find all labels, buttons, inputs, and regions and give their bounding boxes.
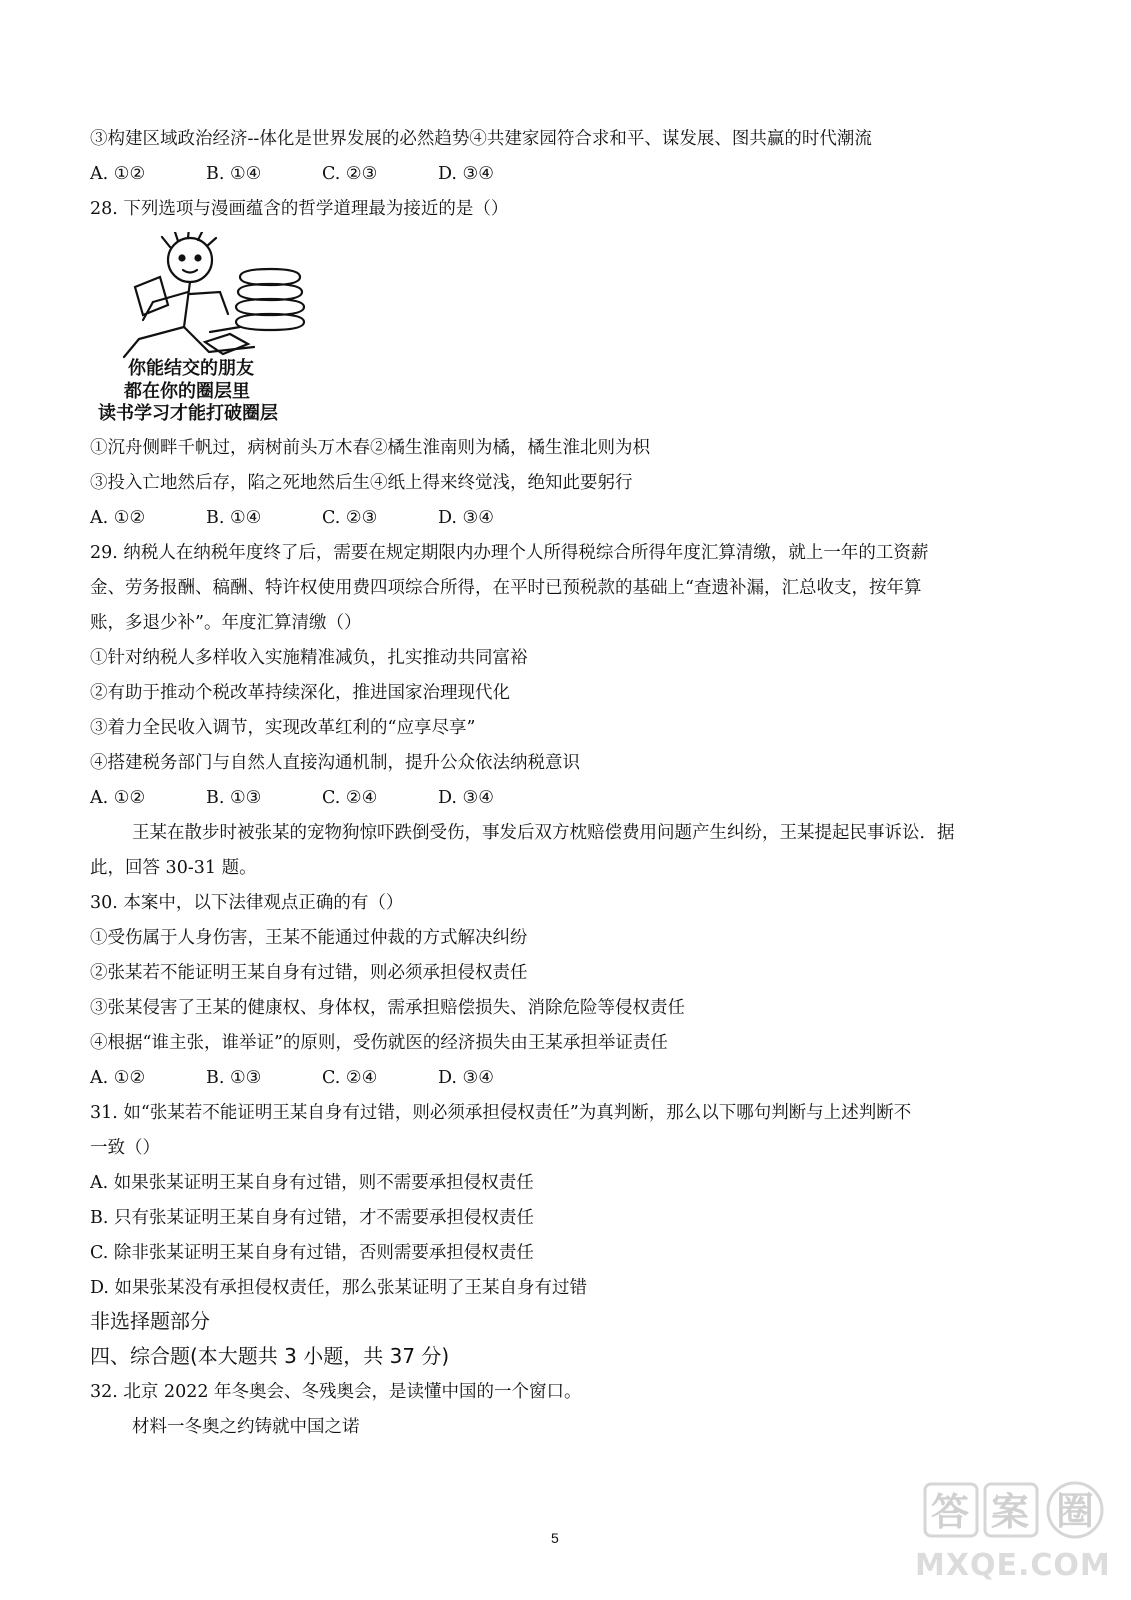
q28-statements-12: ①沉舟侧畔千帆过，病树前头万木春②橘生淮南则为橘，橘生淮北则为枳 (90, 438, 650, 458)
q28-statements-34: ③投入亡地然后存，陷之死地然后生④纸上得来终觉浅，绝知此要躬行 (90, 473, 633, 493)
question-31-line-1: 31. 如“张某若不能证明王某自身有过错，则必须承担侵权责任”为真判断，那么以下哪句判断与上述判断不 (90, 1103, 912, 1123)
material-one-title: 材料一冬奥之约铸就中国之诺 (132, 1417, 360, 1437)
question-28: 28. 下列选项与漫画蕴含的哲学道理最为接近的是（） (90, 199, 509, 219)
q29-options (90, 787, 554, 809)
cartoon-caption-1: 你能结交的朋友 (128, 358, 254, 379)
material-line-1: 王某在散步时被张某的宠物狗惊吓跌倒受伤，事发后双方枕赔偿费用问题产生纠纷，王某提起民事诉讼．据 (132, 823, 955, 843)
option-d: D. ③④ (438, 508, 494, 528)
option-c: C. ②④ (322, 1068, 378, 1088)
q29-statement-4: ④搭建税务部门与自然人直接沟通机制，提升公众依法纳税意识 (90, 753, 580, 773)
option-a: A. ①② (90, 508, 146, 528)
q31-option-b: B. 只有张某证明王某自身有过错，才不需要承担侵权责任 (90, 1208, 534, 1228)
watermark-char-3: 圈 (1056, 1489, 1095, 1533)
option-b: B. ①④ (206, 164, 262, 184)
question-29-line-3: 账，多退少补”。年度汇算清缴（） (90, 613, 362, 633)
page-number: 5 (551, 1530, 559, 1546)
option-a: A. ①② (90, 788, 146, 808)
section-heading-comprehensive: 四、综合题(本大题共 3 小题，共 37 分) (90, 1344, 450, 1368)
option-c: C. ②③ (322, 508, 378, 528)
q29-statement-3: ③着力全民收入调节，实现改革红利的“应享尽享” (90, 718, 476, 738)
option-a: A. ①② (90, 1068, 146, 1088)
option-d: D. ③④ (438, 1068, 494, 1088)
q29-statement-1: ①针对纳税人多样收入实施精准减负，扎实推动共同富裕 (90, 648, 528, 668)
option-c: C. ②③ (322, 164, 378, 184)
question-30: 30. 本案中，以下法律观点正确的有（） (90, 893, 404, 913)
option-b: B. ①③ (206, 1068, 262, 1088)
q31-option-d: D. 如果张某没有承担侵权责任，那么张某证明了王某自身有过错 (90, 1278, 588, 1298)
option-a: A. ①② (90, 164, 146, 184)
option-d: D. ③④ (438, 164, 494, 184)
option-d: D. ③④ (438, 788, 494, 808)
watermark-char-2: 案 (991, 1490, 1030, 1534)
cartoon-caption-3: 读书学习才能打破圈层 (98, 403, 278, 424)
q30-options (90, 1067, 554, 1089)
question-32: 32. 北京 2022 年冬奥会、冬残奥会，是读懂中国的一个窗口。 (90, 1382, 582, 1402)
material-line-2: 此，回答 30-31 题。 (90, 858, 257, 878)
q31-option-c: C. 除非张某证明王某自身有过错，否则需要承担侵权责任 (90, 1243, 534, 1263)
question-29-line-1: 29. 纳税人在纳税年度终了后，需要在规定期限内办理个人所得税综合所得年度汇算清缴，就上一年的工资薪 (90, 543, 929, 563)
q31-option-a: A. 如果张某证明王某自身有过错，则不需要承担侵权责任 (90, 1173, 534, 1193)
watermark-char-1: 答 (931, 1490, 970, 1534)
q30-statement-1: ①受伤属于人身伤害，王某不能通过仲裁的方式解决纠纷 (90, 928, 528, 948)
q27-options (90, 163, 554, 185)
option-b: B. ①④ (206, 508, 262, 528)
text-line: ③构建区域政治经济--体化是世界发展的必然趋势④共建家园符合求和平、谋发展、图共赢的时代潮流 (90, 129, 872, 149)
question-31-line-2: 一致（） (90, 1138, 160, 1158)
cartoon-caption-2: 都在你的圈层里 (124, 381, 250, 402)
option-b: B. ①③ (206, 788, 262, 808)
section-heading-nonchoice: 非选择题部分 (90, 1309, 210, 1333)
q29-statement-2: ②有助于推动个税改革持续深化，推进国家治理现代化 (90, 683, 510, 703)
q30-statement-3: ③张某侵害了王某的健康权、身体权，需承担赔偿损失、消除危险等侵权责任 (90, 998, 685, 1018)
q28-options (90, 507, 554, 529)
option-c: C. ②④ (322, 788, 378, 808)
q30-statement-2: ②张某若不能证明王某自身有过错，则必须承担侵权责任 (90, 963, 528, 983)
watermark-url: MXQE.COM (915, 1548, 1111, 1583)
q30-statement-4: ④根据“谁主张，谁举证”的原则，受伤就医的经济损失由王某承担举证责任 (90, 1033, 668, 1053)
question-29-line-2: 金、劳务报酬、稿酬、特许权使用费四项综合所得，在平时已预税款的基础上“查遗补漏，汇总收支，按年算 (90, 578, 922, 598)
